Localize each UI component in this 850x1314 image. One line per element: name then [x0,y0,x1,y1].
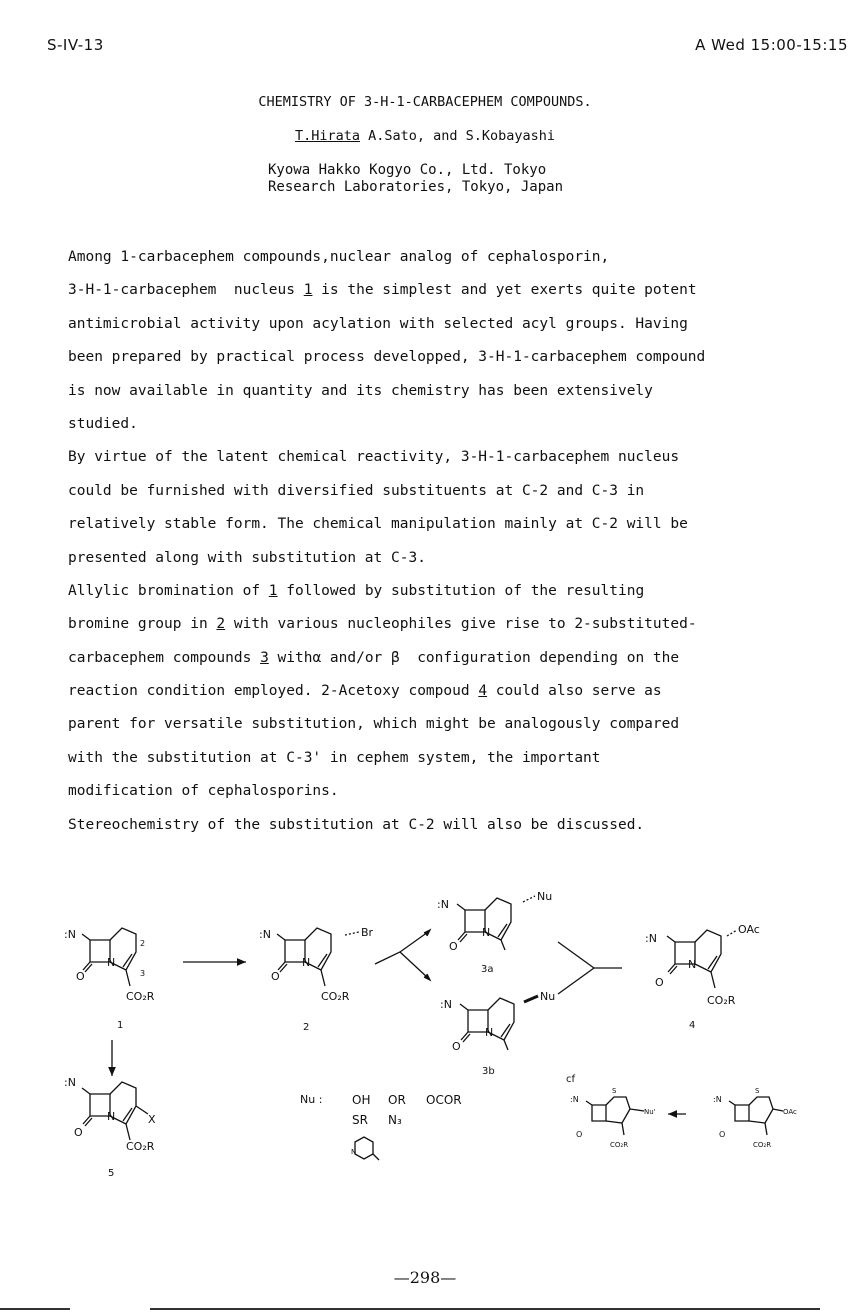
page-number: —298— [393,1268,457,1287]
arrow-2-to-3-fork [375,932,428,978]
compound-number-3a: 3a [481,964,494,975]
abstract-text: carbacephem compounds [68,649,261,666]
bottom-rule [150,1308,820,1310]
abstract-line [68,576,828,609]
substituent-x-label: X [148,1113,156,1126]
cf-label: cf [566,1074,576,1085]
sulfur-label: S [612,1087,617,1095]
abstract-text: is the simplest and yet exerts quite potent [312,282,697,299]
abstract-text: withα and/or β configuration depending on the [268,649,680,666]
position-2-label: 2 [140,939,146,948]
nu-option: OCOR [426,1093,462,1107]
co-authors: A.Sato, and S.Kobayashi [359,128,556,144]
carbonyl-o-label: O [271,970,280,983]
ring-n-label: N [688,958,697,971]
abstract-text: parent for versatile substitution, which might be analogously compared [68,716,680,733]
nu-option: N₃ [388,1113,402,1127]
arrow-head-3a [424,930,430,936]
abstract-line [68,743,828,776]
ester-label: CO₂R [126,1140,155,1153]
amine-label: :N [437,898,449,911]
abstract-text: 3-H-1-carbacephem nucleus [68,282,304,299]
abstract-text: with the substitution at C-3' in cephem system, the important [68,749,601,766]
compound-ref: 1 [303,282,313,299]
abstract-text: Stereochemistry of the substitution at C-2 will also be discussed. [68,816,645,833]
abstract-line [68,442,828,475]
abstract-text: reaction condition employed. 2-Acetoxy compoud [68,683,479,700]
paper-title: CHEMISTRY OF 3-H-1-CARBACEPHEM COMPOUNDS. [258,94,592,110]
presenting-author: T.Hirata [294,128,360,144]
abstract-line [68,309,828,342]
compound-2-structure [259,926,374,1033]
pyridinium-icon [351,1137,379,1160]
nu-option: SR [352,1113,368,1127]
abstract-text: studied. [68,415,138,432]
ring-n-label: N [485,1026,494,1039]
abstract-text: with various nucleophiles give rise to 2-substituted- [225,616,697,633]
abstract-line [68,810,828,843]
compound-number-5: 5 [108,1168,115,1179]
abstract-text: modification of cephalosporins. [68,783,339,800]
reaction-scheme [0,880,850,1200]
compound-ref: 4 [478,683,488,700]
amine-label: :N [440,998,452,1011]
amine-label: :N [570,1095,579,1104]
amine-label: :N [64,928,76,941]
compound-number-4: 4 [689,1020,696,1031]
abstract-body [68,242,828,843]
abstract-line [68,376,828,409]
arrow-4-to-3-fork [558,942,622,994]
ester-label: CO₂R [126,990,155,1003]
compound-3a-structure [437,890,552,975]
abstract-line [68,676,828,709]
nu-option: OR [388,1093,406,1107]
abstract-line [68,409,828,442]
pyridinium-n-label: N [351,1148,357,1156]
abstract-line [68,709,828,742]
amine-label: :N [259,928,271,941]
abstract-text: By virtue of the latent chemical reactivity, 3-H-1-carbacephem nucleus [68,449,680,466]
abstract-text: Among 1-carbacephem compounds,nuclear analog of cephalosporin, [68,249,610,265]
acetoxy-label: OAc [738,923,760,936]
compound-ref: 2 [216,616,226,633]
position-3-label: 3 [140,969,146,978]
cephem-product-structure [570,1087,656,1149]
nu-option: OH [352,1093,371,1107]
ring-n-label: N [107,956,116,969]
abstract-text: is now available in quantity and its chemistry has been extensively [68,382,653,399]
amine-label: :N [713,1095,722,1104]
acetoxy-label: OAc [783,1108,797,1116]
compound-number-2: 2 [303,1022,310,1033]
ester-label: CO₂R [610,1141,629,1149]
cephem-acetoxy-structure [713,1087,797,1149]
carbonyl-o-label: O [76,970,85,983]
abstract-line [68,643,828,676]
carbonyl-o-label: O [719,1130,726,1139]
compound-5-structure [64,1076,156,1179]
affiliation-line: Research Laboratories, Tokyo, Japan [268,179,564,195]
abstract-line [68,509,828,542]
compound-ref: 1 [268,582,278,599]
ester-label: CO₂R [707,994,736,1007]
nucleophile-label: Nu [540,990,556,1003]
abstract-text: presented along with substitution at C-3. [68,549,426,566]
abstract-line [68,543,828,576]
carbonyl-o-label: O [449,940,458,953]
affiliation [268,162,563,196]
amine-label: :N [64,1076,76,1089]
ring-n-label: N [302,956,311,969]
abstract-line [68,609,828,642]
session-time: A Wed 15:00-15:15 [695,36,848,54]
bottom-rule [0,1308,70,1310]
abstract-text: followed by substitution of the resulting [277,582,645,599]
abstract-line [68,776,828,809]
sulfur-label: S [755,1087,760,1095]
nucleophile-label: Nu [537,890,553,903]
ring-n-label: N [482,926,491,939]
carbonyl-o-label: O [576,1130,583,1139]
abstract-text: Allylic bromination of [68,582,269,599]
compound-3b-structure [440,990,555,1077]
compound-1-structure [64,928,155,1031]
carbonyl-o-label: O [74,1126,83,1139]
carbonyl-o-label: O [452,1040,461,1053]
bromo-label: Br [361,926,374,939]
affiliation-line: Kyowa Hakko Kogyo Co., Ltd. Tokyo [268,162,547,178]
session-code: S-IV-13 [47,36,104,54]
compound-number-1: 1 [117,1020,124,1031]
abstract-line [68,476,828,509]
abstract-text: bromine group in [68,616,217,633]
amine-label: :N [645,932,657,945]
abstract-text: could also serve as [487,683,662,700]
abstract-text: relatively stable form. The chemical manipulation mainly at C-2 will be [68,516,688,533]
nucleophile-legend [300,1093,462,1160]
compound-number-3b: 3b [482,1066,495,1077]
abstract-line [68,242,828,275]
authors [0,128,850,144]
compound-4-structure [645,923,760,1031]
abstract-line [68,342,828,375]
ester-label: CO₂R [321,990,350,1003]
ester-label: CO₂R [753,1141,772,1149]
abstract-text: could be furnished with diversified substituents at C-2 and C-3 in [68,482,645,499]
ring-n-label: N [107,1110,116,1123]
nu-prime-label: Nu' [644,1108,656,1116]
compound-ref: 3 [260,649,269,666]
abstract-text: been prepared by practical process developped, 3-H-1-carbacephem compound [68,349,706,366]
abstract-text: antimicrobial activity upon acylation with selected acyl groups. Having [68,315,688,332]
nu-legend-label: Nu : [300,1093,323,1106]
carbonyl-o-label: O [655,976,664,989]
abstract-line [68,275,828,308]
